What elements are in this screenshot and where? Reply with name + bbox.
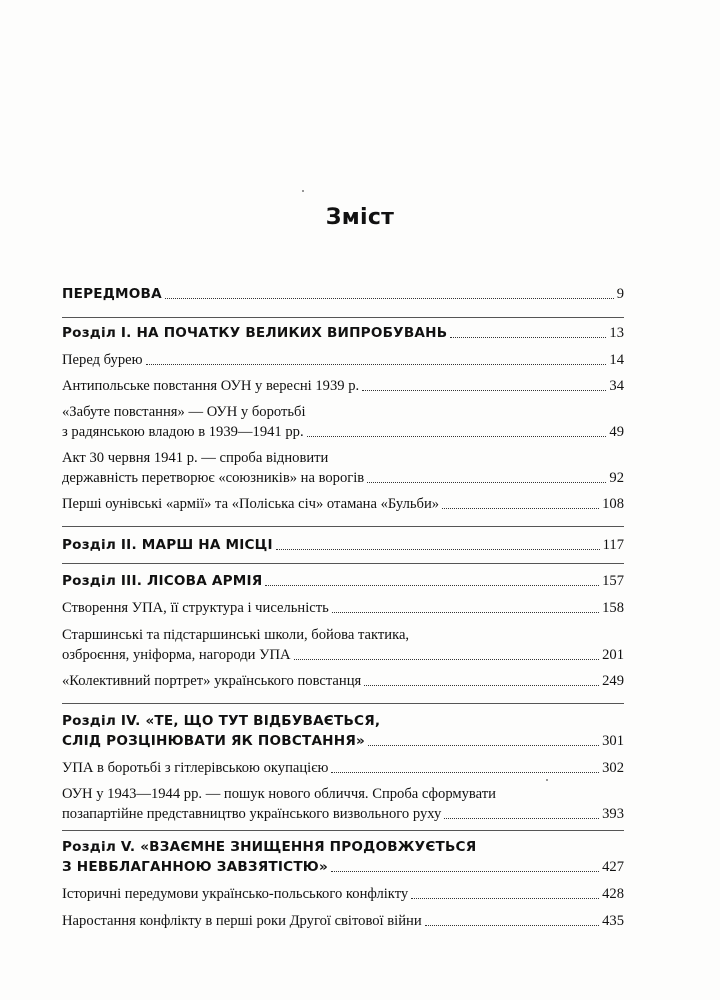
entry-title: Створення УПА, її структура і чисельність xyxy=(62,600,329,616)
entry-title-line: ОУН у 1943—1944 рр. — пошук нового обличчя. Спроба сформувати xyxy=(62,786,496,802)
dot-leader xyxy=(364,684,599,686)
dot-leader xyxy=(411,897,599,899)
toc-item[interactable] xyxy=(62,598,624,618)
page-number: 9 xyxy=(616,286,624,302)
dot-leader xyxy=(331,771,599,773)
print-speck xyxy=(546,779,548,781)
toc-item[interactable] xyxy=(62,448,624,488)
dot-leader xyxy=(444,817,599,819)
page-number: 427 xyxy=(602,859,624,875)
entry-title: УПА в боротьбі з гітлерівською окупацією xyxy=(62,760,329,776)
page-number: 158 xyxy=(602,600,624,616)
toc-item[interactable] xyxy=(62,402,624,442)
dot-leader xyxy=(425,924,599,926)
print-speck xyxy=(302,190,304,192)
dot-leader xyxy=(367,481,606,483)
page-number: 201 xyxy=(602,647,624,663)
page-number: 108 xyxy=(602,496,624,512)
page-number: 302 xyxy=(602,760,624,776)
page-number: 435 xyxy=(602,913,624,929)
toc-item[interactable] xyxy=(62,911,624,931)
entry-title: Історичні передумови українсько-польського конфлікту xyxy=(62,886,409,902)
toc-item[interactable] xyxy=(62,494,624,514)
entry-title-line: Старшинські та підстаршинські школи, бойова тактика, xyxy=(62,627,410,643)
page-title: Зміст xyxy=(325,205,395,230)
toc-chapter-4[interactable] xyxy=(62,711,624,751)
toc-chapter-5[interactable] xyxy=(62,837,624,877)
entry-title: Антипольське повстання ОУН у вересні 1939 р. xyxy=(62,378,360,394)
section-divider xyxy=(62,317,624,318)
entry-title: Розділ ІІІ. ЛІСОВА АРМІЯ xyxy=(62,573,263,589)
entry-title: Перші оунівські «армії» та «Поліська січ» отамана «Бульби» xyxy=(62,496,440,512)
entry-title: державність перетворює «союзників» на ворогів xyxy=(62,470,365,486)
entry-title-line: Розділ V. «ВЗАЄМНЕ ЗНИЩЕННЯ ПРОДОВЖУЄТЬСЯ xyxy=(62,839,477,855)
toc-item[interactable] xyxy=(62,376,624,396)
entry-title: позапартійне представництво українського визвольного руху xyxy=(62,806,442,822)
entry-title-line: «Забуте повстання» — ОУН у боротьбі xyxy=(62,404,306,420)
entry-title: «Колективний портрет» українського повстанця xyxy=(62,673,362,689)
dot-leader xyxy=(362,389,606,391)
page-number: 249 xyxy=(602,673,624,689)
section-divider xyxy=(62,526,624,527)
toc-chapter-1[interactable] xyxy=(62,323,624,343)
dot-leader xyxy=(450,336,606,338)
entry-title: Перед бурею xyxy=(62,352,143,368)
entry-title-line: Акт 30 червня 1941 р. — спроба відновити xyxy=(62,450,329,466)
dot-leader xyxy=(265,584,599,586)
entry-title: Розділ ІІ. МАРШ НА МІСЦІ xyxy=(62,537,273,553)
page-number: 428 xyxy=(602,886,624,902)
section-divider xyxy=(62,703,624,704)
toc-chapter-3[interactable] xyxy=(62,571,624,591)
dot-leader xyxy=(332,611,599,613)
section-divider xyxy=(62,563,624,564)
toc-item[interactable] xyxy=(62,784,624,824)
toc-item[interactable] xyxy=(62,350,624,370)
page-number: 157 xyxy=(602,573,624,589)
entry-title: з радянською владою в 1939—1941 рр. xyxy=(62,424,304,440)
dot-leader xyxy=(146,363,607,365)
page-number: 13 xyxy=(609,325,624,341)
page-number: 393 xyxy=(602,806,624,822)
section-divider xyxy=(62,830,624,831)
entry-title: СЛІД РОЗЦІНЮВАТИ ЯК ПОВСТАННЯ» xyxy=(62,733,365,749)
page-number: 117 xyxy=(602,537,624,553)
page-number: 301 xyxy=(602,733,624,749)
dot-leader xyxy=(276,548,600,550)
entry-title: озброєння, уніформа, нагороди УПА xyxy=(62,647,291,663)
entry-title: Наростання конфлікту в перші роки Другої світової війни xyxy=(62,913,422,929)
dot-leader xyxy=(294,658,600,660)
toc-item[interactable] xyxy=(62,758,624,778)
dot-leader xyxy=(368,744,599,746)
toc-chapter-2[interactable] xyxy=(62,535,624,555)
page-number: 34 xyxy=(609,378,624,394)
entry-title: З НЕВБЛАГАННОЮ ЗАВЗЯТІСТЮ» xyxy=(62,859,328,875)
entry-title: ПЕРЕДМОВА xyxy=(62,286,162,302)
page-number: 92 xyxy=(609,470,624,486)
dot-leader xyxy=(442,507,599,509)
entry-title-line: Розділ IV. «ТЕ, ЩО ТУТ ВІДБУВАЄТЬСЯ, xyxy=(62,713,381,729)
dot-leader xyxy=(165,297,614,299)
page-number: 14 xyxy=(609,352,624,368)
entry-title: Розділ І. НА ПОЧАТКУ ВЕЛИКИХ ВИПРОБУВАНЬ xyxy=(62,325,448,341)
toc-item[interactable] xyxy=(62,884,624,904)
toc-item[interactable] xyxy=(62,625,624,665)
dot-leader xyxy=(307,435,607,437)
page-number: 49 xyxy=(609,424,624,440)
dot-leader xyxy=(331,870,599,872)
toc-item[interactable] xyxy=(62,671,624,691)
toc-preface[interactable] xyxy=(62,284,624,304)
